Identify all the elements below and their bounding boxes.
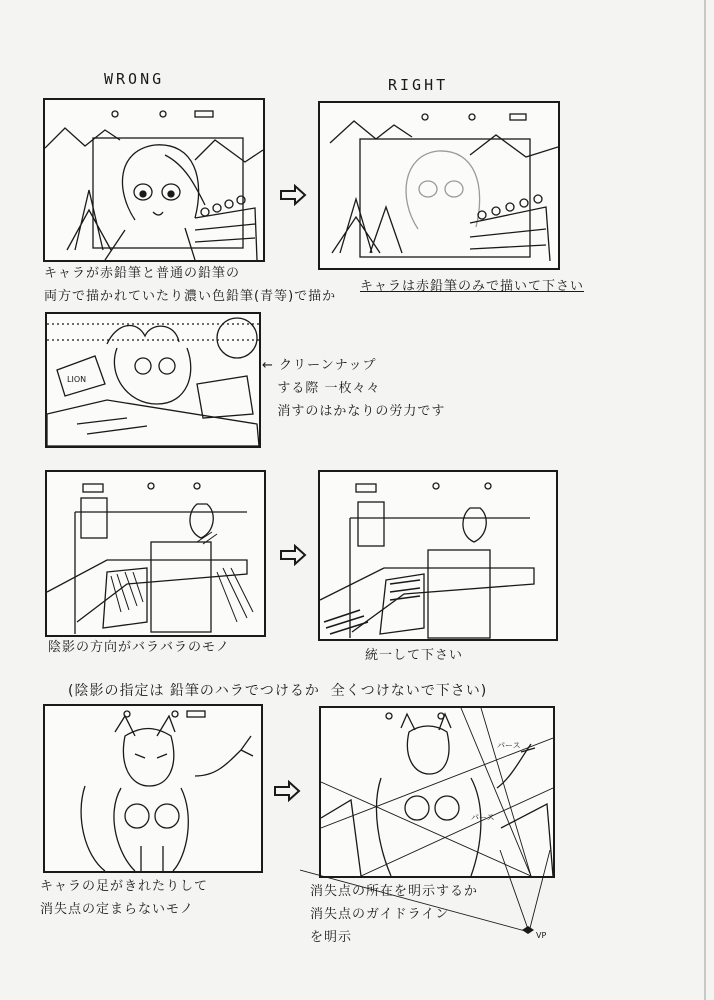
note-shadow-wrong: 陰影の方向がバラバラのモノ <box>48 640 230 655</box>
note-vanishing-point-wrong: キャラの足がきれたりして 消失点の定まらないモノ <box>40 879 209 917</box>
label-perspective-1: パース <box>497 741 521 750</box>
panel-drawing <box>320 103 558 268</box>
arrow-right-icon <box>279 184 307 206</box>
panel-vanishing-point-wrong <box>43 704 263 873</box>
note-red-pencil-right-text: キャラは赤鉛筆のみで描いて下さい <box>360 279 585 294</box>
header-right: RIGHT <box>388 76 449 94</box>
panel-drawing <box>45 706 261 871</box>
panel-drawing <box>45 100 263 260</box>
note-vanishing-point-right: 消失点の所在を明示するか 消失点のガイドライン を明示 <box>310 884 479 945</box>
note-cleanup: ← クリーンナップ する際 一枚々々 消すのはかなりの労力です <box>262 358 446 419</box>
vanishing-point-marker-icon <box>522 926 534 934</box>
label-perspective-2: パース <box>471 813 495 822</box>
note-mixed-pencil-wrong: キャラが赤鉛筆と普通の鉛筆の 両方で描かれていたり濃い色鉛筆(青等)で描か <box>44 266 337 304</box>
panel-shadow-wrong <box>45 470 266 637</box>
panel-shadow-right <box>318 470 558 641</box>
header-wrong: WRONG <box>104 70 165 88</box>
panel-red-pencil-right <box>318 101 560 270</box>
note-shadow-right: 統一して下さい <box>365 648 464 663</box>
note-shadow-rule: (陰影の指定は 鉛筆のハラでつけるか 全くつけないで下さい) <box>68 683 488 699</box>
panel-mixed-pencil-wrong <box>43 98 265 262</box>
page-edge-line <box>704 0 706 1000</box>
panel-drawing <box>47 472 264 635</box>
note-red-pencil-right <box>360 275 584 298</box>
arrow-right-icon <box>273 780 301 802</box>
panel-drawing <box>47 314 259 446</box>
label-vp: VP <box>536 931 547 940</box>
arrow-right-icon <box>279 544 307 566</box>
panel-drawing <box>320 472 556 639</box>
panel-cleanup-example <box>45 312 261 448</box>
label-lion: LION <box>67 375 87 384</box>
